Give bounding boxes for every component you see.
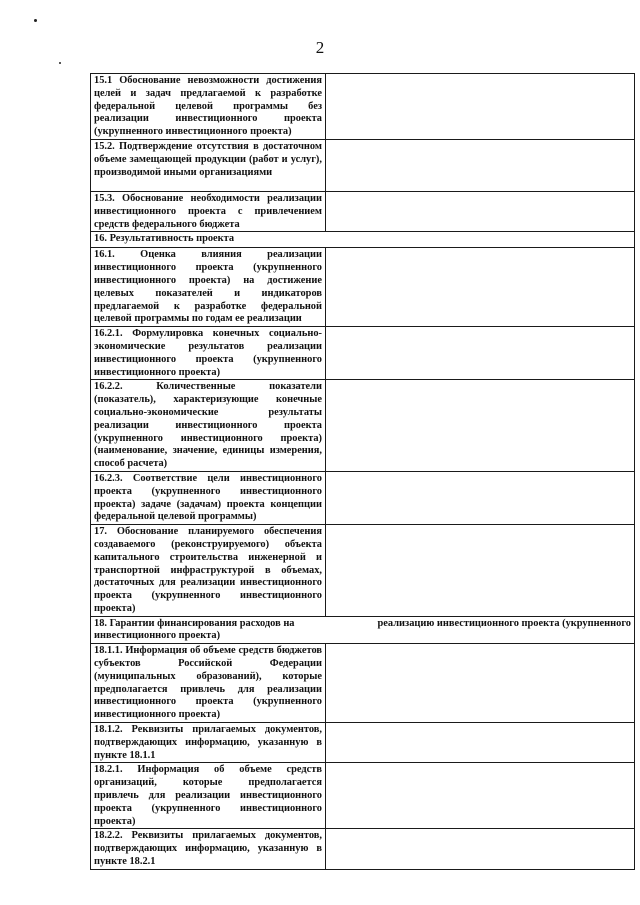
row-label: 15.3. Обоснование необходимости реализации инвестиционного проекта с привлечением средств федерального бюджета [91,191,326,231]
row-label: 18.1.1. Информация об объеме средств бюджетов субъектов Российской Федерации (муниципальных образований), которые предполагается привлечь для реализации инвестиционного проекта (укрупненного инвестиционного проекта) [91,644,326,723]
section-18-header-text-b: реализацию инвестиционного проекта (укрупненного [377,617,631,629]
section-16-header: 16. Результативность проекта [91,232,635,248]
table-row [91,380,635,472]
row-value-field[interactable] [326,723,635,763]
section-header-row [91,616,635,644]
table-row [91,248,635,327]
row-value-field[interactable] [326,191,635,231]
table-row [91,763,635,829]
table-row [91,74,635,140]
investment-project-form-table [90,73,635,870]
table-row [91,471,635,524]
row-value-field[interactable] [326,74,635,140]
row-label: 18.1.2. Реквизиты прилагаемых документов, подтверждающих информацию, указанную в пункте 18.1.1 [91,723,326,763]
row-label: 16.1. Оценка влияния реализации инвестиционного проекта (укрупненного инвестиционного проекта) на достижение целевых показателей и индикаторов предлагаемой к разработке федеральной целевой программы по годам ее реализации [91,248,326,327]
row-label: 15.2. Подтверждение отсутствия в достаточном объеме замещающей продукции (работ и услуг), производимой иными организациями [91,139,326,191]
section-18-header-text-c: инвестиционного проекта) [94,630,221,642]
section-header-row [91,232,635,248]
table-row [91,525,635,617]
table-row [91,327,635,380]
section-18-header-text-a: 18. Гарантии финансирования расходов на [94,617,295,629]
row-label: 16.2.1. Формулировка конечных социально-экономические результатов реализации инвестиционного проекта (укрупненного инвестиционного проекта) [91,327,326,380]
row-label: 16.2.3. Соответствие цели инвестиционного проекта (укрупненного инвестиционного проекта) задаче (задачам) проекта концепции федеральной целевой программы) [91,471,326,524]
scan-speck [59,62,61,64]
row-value-field[interactable] [326,139,635,191]
row-value-field[interactable] [326,829,635,869]
row-value-field[interactable] [326,644,635,723]
row-value-field[interactable] [326,471,635,524]
row-value-field[interactable] [326,248,635,327]
row-value-field[interactable] [326,327,635,380]
row-label: 18.2.2. Реквизиты прилагаемых документов, подтверждающих информацию, указанную в пункте 18.2.1 [91,829,326,869]
table-row [91,644,635,723]
table-row [91,723,635,763]
row-label: 16.2.2. Количественные показатели (показатель), характеризующие конечные социально-экономические результаты реализации инвестиционного проекта (укрупненного инвестиционного проекта) (наименование, значение, единицы измерения, способ расчета) [91,380,326,472]
table-row [91,139,635,191]
row-value-field[interactable] [326,525,635,617]
table-row [91,191,635,231]
row-value-field[interactable] [326,380,635,472]
table-row [91,829,635,869]
row-label: 17. Обоснование планируемого обеспечения создаваемого (реконструируемого) объекта капитального строительства инженерной и транспортной инфраструктурой в объемах, достаточных для реализации инвестиционного проекта (укрупненного инвестиционного проекта) [91,525,326,617]
row-value-field[interactable] [326,763,635,829]
row-label: 15.1 Обоснование невозможности достижения целей и задач предлагаемой к разработке федеральной целевой программы без реализации инвестиционного проекта (укрупненного инвестиционного проекта) [91,74,326,140]
scan-speck [34,19,37,22]
page-number: 2 [315,38,325,57]
row-label: 18.2.1. Информация об объеме средств организаций, которые предполагается привлечь для реализации инвестиционного проекта (укрупненного инвестиционного проекта) [91,763,326,829]
section-18-header [91,616,635,644]
section-18-header-line [94,618,631,631]
